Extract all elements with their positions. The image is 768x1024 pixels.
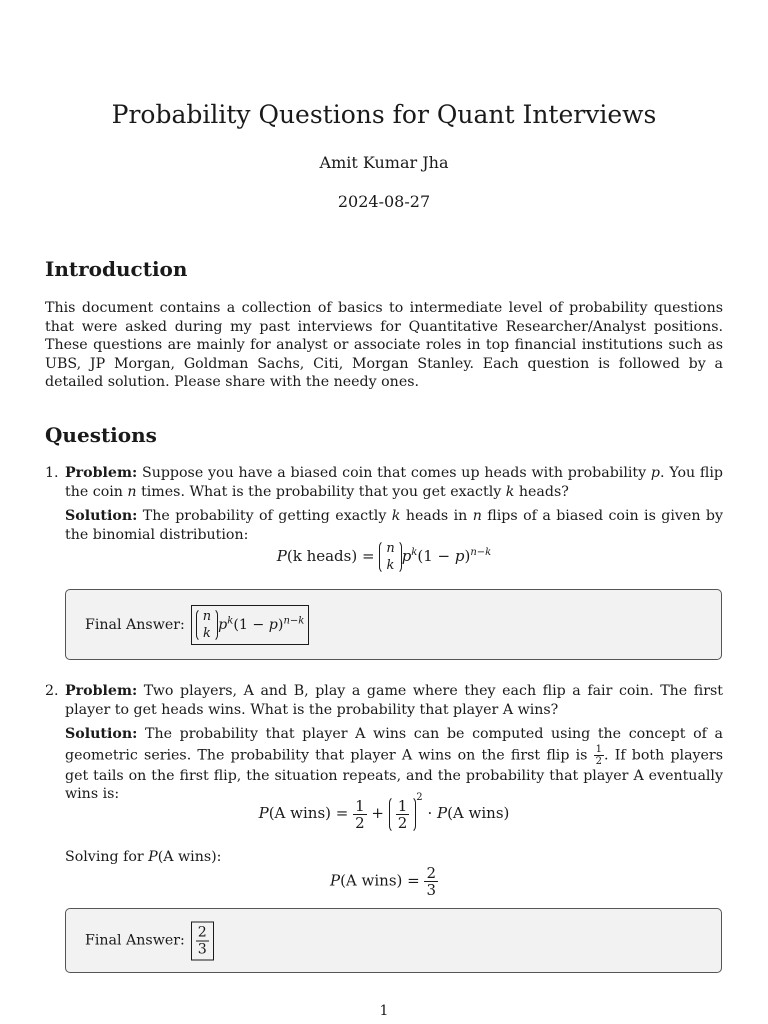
boxed-answer: n k $p^k(1 - p)^{n-k}$ bbox=[191, 605, 310, 645]
final-answer-box-1 bbox=[65, 589, 722, 660]
question-number: 2. bbox=[45, 683, 59, 699]
problem-statement: Problem: Suppose you have a biased coin that comes up heads with probability p. You flip the coin n times. What is the probability that you get exactly k heads? bbox=[65, 465, 723, 500]
page-number: 1 bbox=[379, 1003, 389, 1019]
question-item-1 bbox=[45, 464, 723, 544]
final-answer-box-2 bbox=[65, 908, 722, 973]
result-equation: P(A wins) = $\frac{2}{3}$ bbox=[329, 864, 437, 899]
final-answer-label: Final Answer: bbox=[85, 616, 185, 633]
paper-title: Probability Questions for Quant Interviews bbox=[111, 100, 657, 129]
geometric-equation: P(A wins) = $\frac{1}{2}$ + $\frac{1}{2}$ $^2$ · P(A wins) bbox=[258, 792, 510, 832]
introduction-paragraph: This document contains a collection of basics to intermediate level of probability questions that were asked during my past interviews for Quantitative Researcher/Analyst positions. These questions are mainly for analyst or associate roles in top financial institutions such as UBS, JP Morgan, Goldman Sachs, Citi, Morgan Stanley. Each question is followed by a detailed solution. Please share with the needy ones. bbox=[45, 300, 723, 390]
section-heading-questions: Questions bbox=[45, 423, 157, 447]
author-name: Amit Kumar Jha bbox=[319, 153, 449, 172]
publication-date: 2024-08-27 bbox=[337, 192, 431, 211]
boxed-answer: $\frac{2}{3}$ bbox=[191, 921, 214, 960]
binomial-equation: P(k heads) = n k $p^k(1 - p)^{n-k}$ bbox=[276, 541, 492, 573]
solving-line: Solving for P(A wins): bbox=[65, 849, 222, 865]
problem-statement: Problem: Two players, A and B, play a game where they each flip a fair coin. The first player to get heads wins. What is the probability that player A wins? bbox=[65, 683, 723, 718]
final-answer-label: Final Answer: bbox=[85, 932, 185, 949]
solution-statement: Solution: The probability that player A wins can be computed using the concept of a geometric series. The probability that player A wins on the first flip is $\frac{1}{2}$ . If both players get tails on the first flip, the situation repeats, and the probability that player A eventually wins is: bbox=[65, 726, 723, 802]
section-heading-introduction: Introduction bbox=[45, 257, 188, 281]
question-item-2 bbox=[45, 682, 723, 804]
question-number: 1. bbox=[45, 465, 59, 481]
solution-statement: Solution: The probability of getting exactly k heads in n flips of a biased coin is given by the binomial distribution: bbox=[65, 508, 724, 543]
